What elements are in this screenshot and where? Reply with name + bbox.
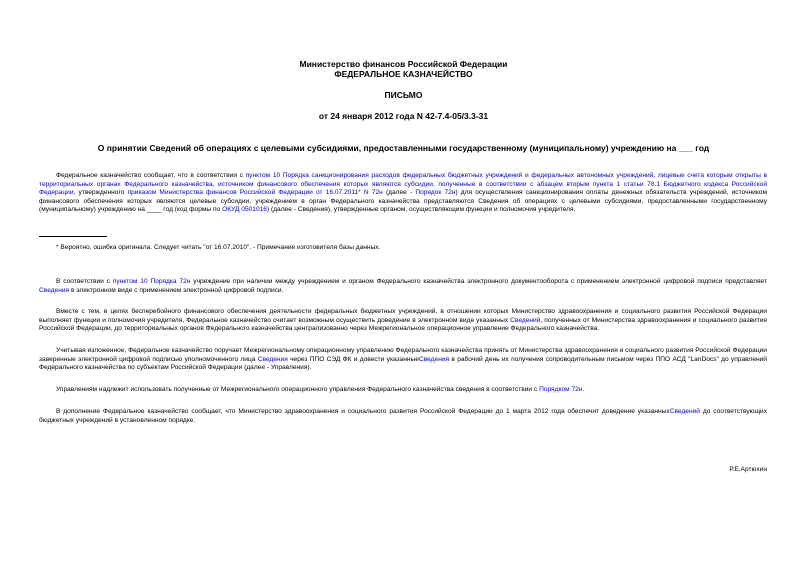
text: в электронном виде с применением электронной цифровой подписи. bbox=[69, 286, 284, 294]
paragraph-1 bbox=[39, 172, 767, 215]
paragraph-3 bbox=[39, 308, 767, 334]
document-date-number: от 24 января 2012 года N 42-7.4-05/3.3-31 bbox=[318, 111, 489, 121]
paragraph-5 bbox=[39, 386, 767, 395]
text: . bbox=[582, 386, 585, 393]
link-okud[interactable]: ОКУД 0501016 bbox=[222, 206, 267, 214]
link-ministry-order[interactable]: приказом Министерства финансов Российской Федерации от 16.07.2011* N 72н bbox=[127, 189, 383, 197]
text: Вместе с тем, в целях бесперебойного финансового обеспечения деятельности федеральных бюджетных учреждений, в отношении которых Министерство здравоохранения и социального развития Российской Федерации выполняет функции и полномочия учредителя, Федеральное казначейство считает возможным осуществить доведение в электронном виде указанных bbox=[39, 308, 767, 324]
text: до соответствующих бюджетных учреждений в установленном порядке. bbox=[39, 408, 768, 424]
document-title: О принятии Сведений об операциях с целевыми субсидиями, предоставленными государственному (муниципальному) учреждению на ___ год bbox=[97, 143, 710, 153]
text: ) (далее - Сведения), утвержденные органом, осуществляющим функции и полномочия учредителя. bbox=[266, 206, 576, 214]
paragraph-4 bbox=[39, 347, 767, 373]
text: (далее - bbox=[382, 189, 416, 197]
text: в рабочий день их получения сопроводительным письмом через ППО АСД "LanDocs" до управлений Федерального казначейства по субъектам Российской Федерации (далее - Управления). bbox=[39, 355, 767, 372]
text: Учитывая изложенное, Федеральное казначейство поручает Межрегиональному операционному управлению Федерального казначейства принять от Министерства здравоохранения и социального развития Российской Федерации заверенные электронной цифровой подписью уполномоченного лица bbox=[39, 347, 767, 363]
text: ) для осуществления санкционирования оплаты денежных обязательств учреждений, источником финансового обеспечения которых являются целевые субсидии, учреждением в орган Федерального казначейства представляются Сведения об операциях с целевыми субсидиями, предоставленными государственному (муниципальному) учреждению на ____ год (код формы по bbox=[39, 189, 767, 214]
link-order-point-10[interactable]: пунктом 10 Порядка санкционирования расходов федеральных бюджетных учреждений и федеральных автономных учреждений, лицевые счета которым открыты в территориальных органах Федерального казначейства, источником финансового обеспечения которых являются субсидии, полученные в соответствии с абзацем вторым пункта 1 статьи 78.1 Бюджетного кодекса Российской Федерации bbox=[39, 172, 767, 197]
text: , полученных от Министерства здравоохранения и социального развития Российской Федерации, до территориальных органов Федерального казначейства централизованно через Межрегиональное операционное управление Федерального казначейства. bbox=[39, 316, 767, 333]
text: , утвержденного bbox=[73, 189, 128, 197]
text: В дополнение Федеральное казначейство сообщает, что Министерство здравоохранения и социального развития Российской Федерации до 1 марта 2012 года обеспечит доведение указанных bbox=[56, 408, 670, 415]
text: учреждение при наличии между учреждением и органом Федерального казначейства электронного документооборота с применением электронной цифровой подписи представляет bbox=[190, 278, 767, 285]
footnote-divider bbox=[39, 236, 107, 237]
link-poryadok-72n[interactable]: Порядком 72н bbox=[539, 386, 583, 393]
signature: Р.Е.Артюхин bbox=[729, 466, 767, 473]
footnote: * Вероятно, ошибка оригинала. Следует читать "от 16.07.2010". - Примечание изготовителя базы данных. bbox=[56, 244, 381, 251]
document-type: ПИСЬМО bbox=[384, 90, 423, 100]
link-svedeniya[interactable]: Сведения bbox=[418, 355, 450, 363]
text: Управлениям надлежит использовать полученные от Межрегионального операционного управления Федерального казначейства сведения в соответствии с bbox=[56, 386, 540, 393]
text: Федеральное казначейство сообщает, что в соответствии с bbox=[56, 172, 246, 179]
link-svedeniy[interactable]: Сведений bbox=[510, 316, 541, 324]
link-svedeniya[interactable]: Сведения bbox=[257, 355, 288, 363]
link-point-10-order-72n[interactable]: пунктом 10 Порядка 72н bbox=[112, 278, 191, 285]
text: В соответствии с bbox=[56, 278, 113, 285]
paragraph-2 bbox=[39, 278, 767, 295]
link-svedeniya[interactable]: Сведения bbox=[39, 286, 70, 294]
paragraph-6 bbox=[39, 408, 767, 425]
link-svedeniy[interactable]: Сведений bbox=[669, 408, 700, 415]
treasury-name: ФЕДЕРАЛЬНОЕ КАЗНАЧЕЙСТВО bbox=[334, 69, 473, 79]
link-order-72n[interactable]: Порядок 72н bbox=[415, 189, 456, 197]
ministry-name: Министерство финансов Российской Федерации bbox=[299, 59, 508, 69]
text: через ППО СЭД ФК и довести указанные bbox=[287, 355, 419, 363]
